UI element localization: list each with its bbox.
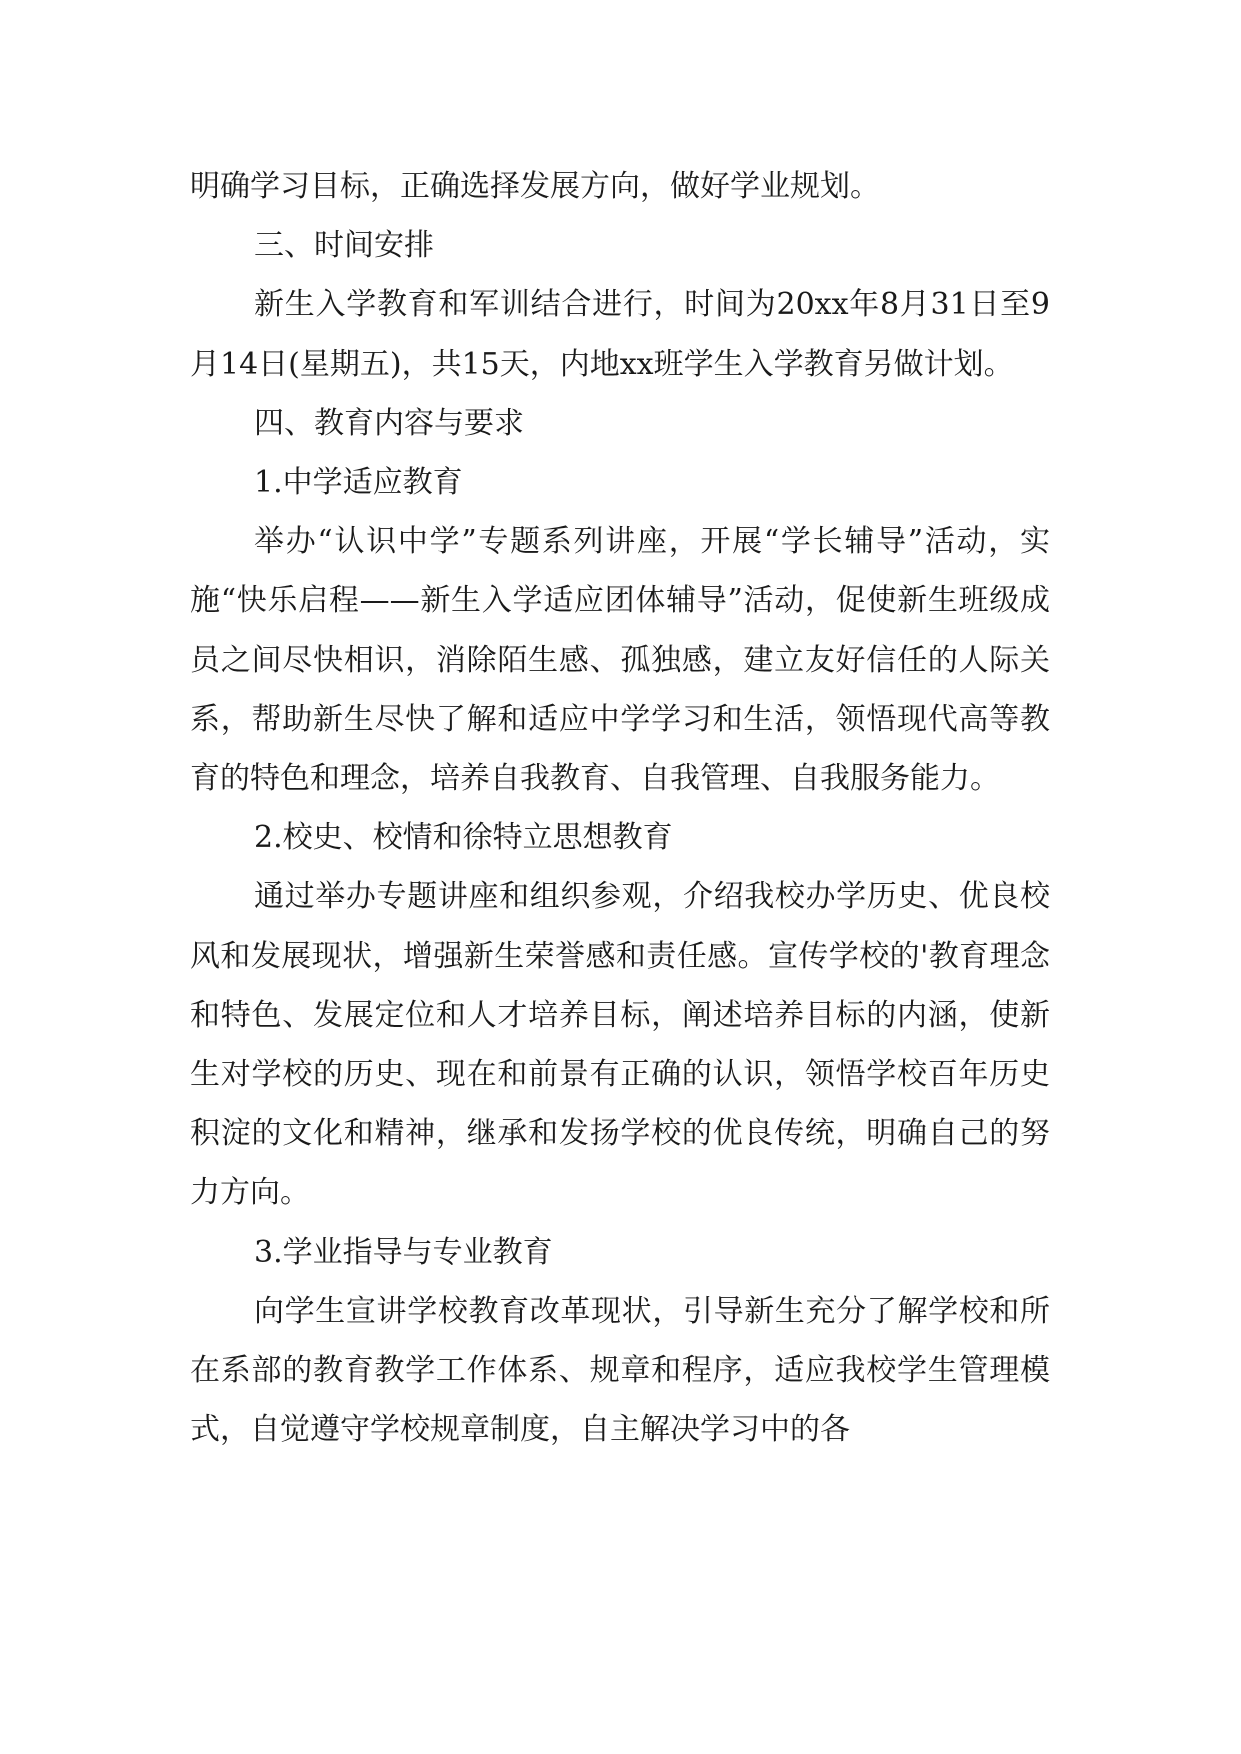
paragraph-continuation: 明确学习目标，正确选择发展方向，做好学业规划。 [190, 169, 880, 204]
subheading-school-history: 2.校史、校情和徐特立思想教育 [254, 820, 673, 856]
section-heading-schedule: 三、时间安排 [254, 228, 434, 264]
paragraph-adaptation: 举办“认识中学”专题系列讲座，开展“学长辅导”活动，实施“快乐启程——新生入学适应团体辅导”活动，促使新生班级成员之间尽快相识，消除陌生感、孤独感，建立友好信任的人际关系，帮助新生尽快了解和适应中学学习和生活，领悟现代高等教育的特色和理念，培养自我教育、自我管理、自我服务能力。 [190, 524, 1050, 797]
subheading-academic-guidance: 3.学业指导与专业教育 [254, 1234, 553, 1270]
paragraph-academic-guidance: 向学生宣讲学校教育改革现状，引导新生充分了解学校和所在系部的教育教学工作体系、规章和程序，适应我校学生管理模式，自觉遵守学校规章制度，自主解决学习中的各 [190, 1293, 1050, 1448]
subheading-adaptation: 1.中学适应教育 [254, 465, 463, 501]
document-body [190, 157, 1050, 1459]
section-heading-content: 四、教育内容与要求 [254, 405, 524, 441]
paragraph-school-history: 通过举办专题讲座和组织参观，介绍我校办学历史、优良校风和发展现状，增强新生荣誉感和责任感。宣传学校的'教育理念和特色、发展定位和人才培养目标，阐述培养目标的内涵，使新生对学校的历史、现在和前景有正确的认识，领悟学校百年历史积淀的文化和精神，继承和发扬学校的优良传统，明确自己的努力方向。 [190, 879, 1050, 1211]
paragraph-schedule: 新生入学教育和军训结合进行，时间为20xx年8月31日至9月14日(星期五)，共15天，内地xx班学生入学教育另做计划。 [190, 287, 1050, 382]
